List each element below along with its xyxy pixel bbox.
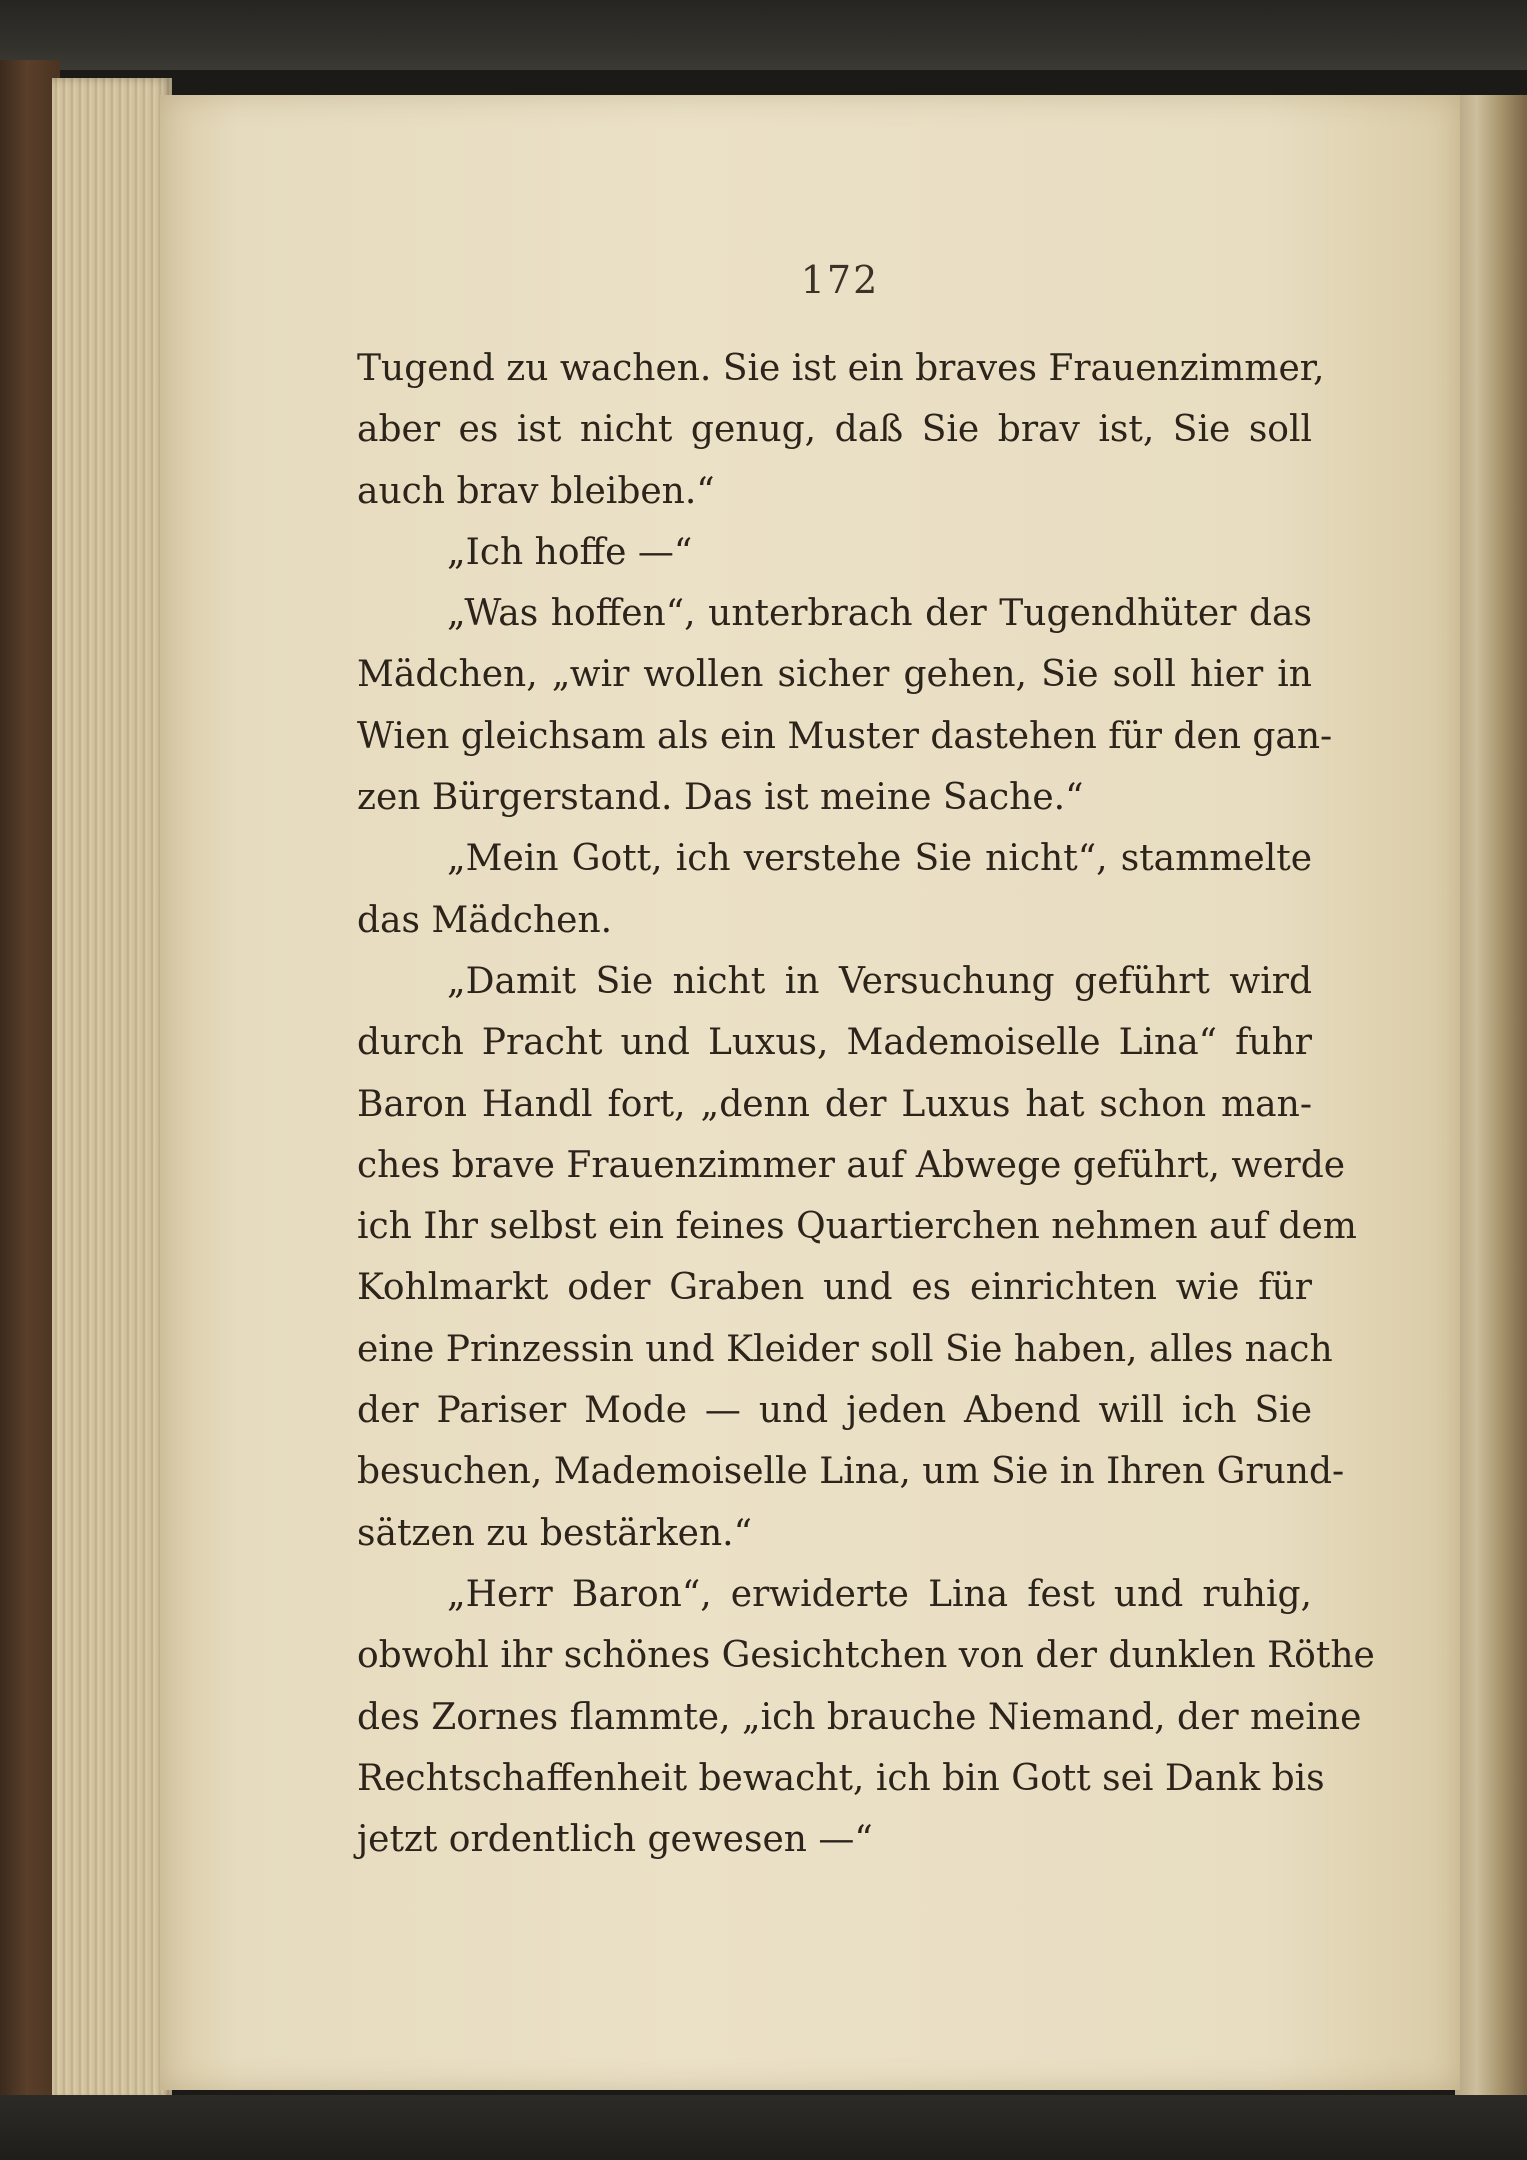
text-line: Mädchen, „wir wollen sicher gehen, Sie soll hier in (357, 654, 1312, 696)
text-line: obwohl ihr schönes Gesichtchen von der dunklen Röthe (357, 1635, 1375, 1677)
text-line: „Was hoffen“, unterbrach der Tugendhüter das (447, 593, 1312, 635)
text-line: durch Pracht und Luxus, Mademoiselle Lina“ fuhr (357, 1022, 1312, 1064)
text-line: Tugend zu wachen. Sie ist ein braves Frauenzimmer, (357, 348, 1325, 389)
text-line: ches brave Frauenzimmer auf Abwege geführt, werde (357, 1144, 1346, 1186)
text-line: Rechtschaffenheit bewacht, ich bin Gott sei Dank bis (357, 1757, 1325, 1799)
text-line: jetzt ordentlich gewesen —“ (357, 1819, 873, 1861)
text-line: „Damit Sie nicht in Versuchung geführt wird (447, 960, 1312, 1002)
text-line: „Ich hoffe —“ (447, 531, 693, 573)
book-spine-top-shadow (0, 0, 1527, 70)
text-line: auch brav bleiben.“ (357, 470, 715, 512)
text-line: „Mein Gott, ich verstehe Sie nicht“, stammelte (447, 838, 1312, 880)
text-line: zen Bürgerstand. Das ist meine Sache.“ (357, 777, 1084, 819)
text-line: eine Prinzessin und Kleider soll Sie haben, alles nach (357, 1328, 1333, 1370)
text-line: aber es ist nicht genug, daß Sie brav ist, Sie soll (357, 409, 1312, 451)
text-line: Baron Handl fort, „denn der Luxus hat schon man- (357, 1083, 1312, 1125)
book-cover-edge (0, 60, 60, 2120)
text-line: besuchen, Mademoiselle Lina, um Sie in Ihren Grund- (357, 1451, 1345, 1493)
text-line: Kohlmarkt oder Graben und es einrichten wie für (357, 1267, 1312, 1309)
page-number: 172 (800, 258, 880, 302)
page-stack-edge (52, 78, 172, 2102)
page-text (357, 338, 1375, 1870)
book-bottom-shadow (0, 2095, 1527, 2160)
text-line: sätzen zu bestärken.“ (357, 1512, 753, 1554)
text-line: das Mädchen. (357, 899, 613, 941)
facing-page-edge (1455, 95, 1527, 2095)
text-line: ich Ihr selbst ein feines Quartierchen nehmen auf dem (357, 1206, 1357, 1248)
text-line: der Pariser Mode — und jeden Abend will ich Sie (357, 1390, 1312, 1432)
text-line: Wien gleichsam als ein Muster dastehen für den gan- (357, 715, 1333, 757)
text-line: „Herr Baron“, erwiderte Lina fest und ruhig, (447, 1573, 1312, 1615)
text-line: des Zornes flammte, „ich brauche Niemand, der meine (357, 1696, 1362, 1738)
